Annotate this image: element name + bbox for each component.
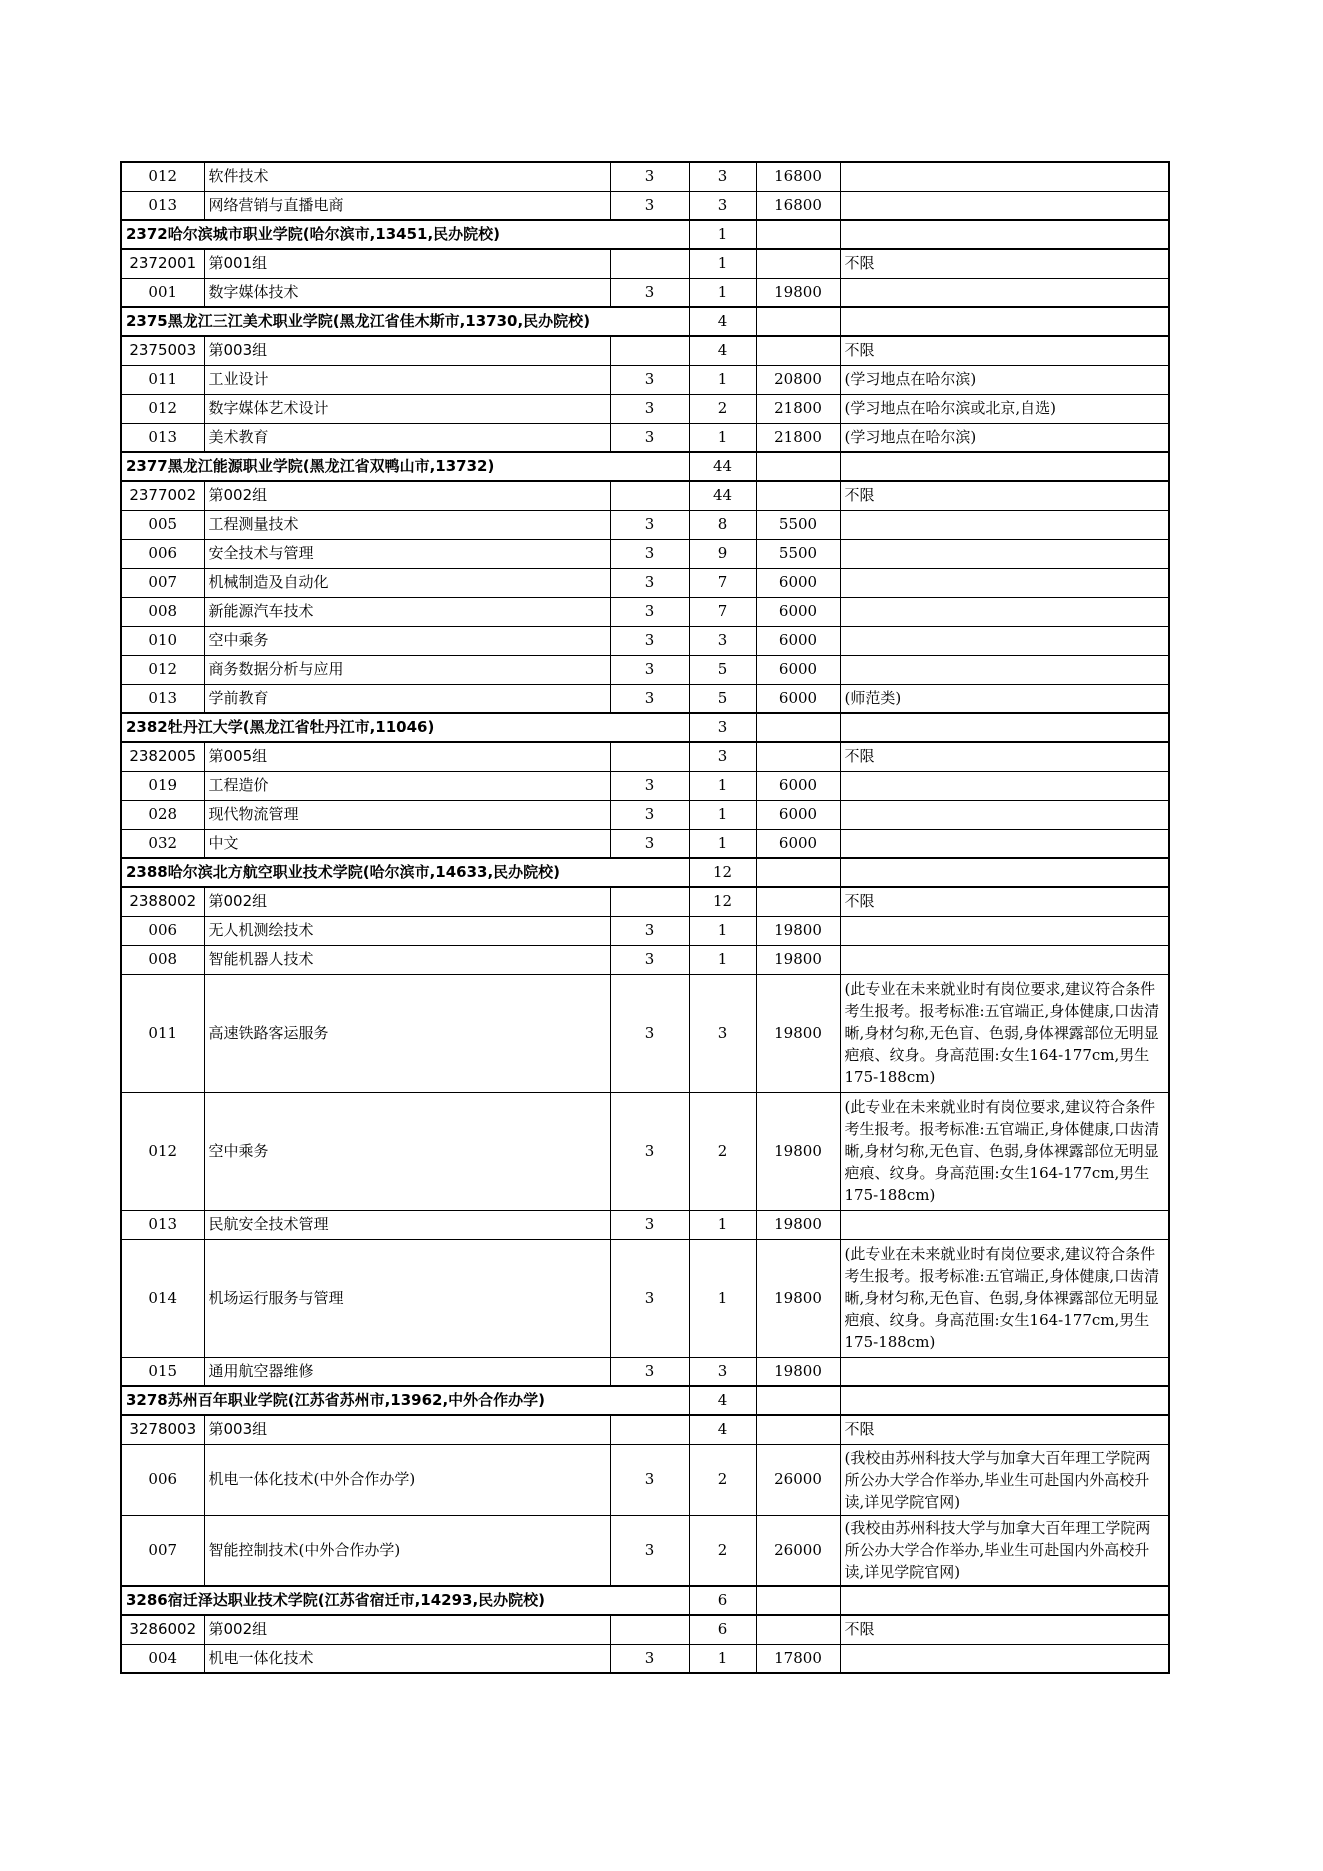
major-name: 机电一体化技术(中外合作办学): [204, 1444, 610, 1515]
major-code: 008: [121, 597, 204, 626]
school-fee: [756, 307, 840, 336]
school-name: 2388哈尔滨北方航空职业技术学院(哈尔滨市,14633,民办院校): [121, 858, 689, 887]
major-code: 012: [121, 394, 204, 423]
major-row: [121, 916, 1169, 945]
major-row: [121, 1515, 1169, 1586]
major-fee: 19800: [756, 1092, 840, 1210]
group-plan-count: 3: [689, 742, 756, 771]
major-fee: 19800: [756, 278, 840, 307]
major-row: [121, 1210, 1169, 1239]
major-plan-count: 7: [689, 568, 756, 597]
major-fee: 19800: [756, 1357, 840, 1386]
major-name: 高速铁路客运服务: [204, 974, 610, 1092]
major-years: 3: [610, 365, 689, 394]
major-fee: 21800: [756, 423, 840, 452]
school-note: [840, 452, 1169, 481]
school-note: [840, 858, 1169, 887]
group-code: 2375003: [121, 336, 204, 365]
major-note: [840, 1210, 1169, 1239]
major-row: [121, 945, 1169, 974]
major-name: 工程造价: [204, 771, 610, 800]
major-name: 安全技术与管理: [204, 539, 610, 568]
major-fee: 20800: [756, 365, 840, 394]
group-fee: [756, 481, 840, 510]
major-fee: 16800: [756, 162, 840, 191]
major-plan-count: 7: [689, 597, 756, 626]
group-plan-count: 6: [689, 1615, 756, 1644]
major-years: 3: [610, 510, 689, 539]
major-plan-count: 1: [689, 945, 756, 974]
group-plan-count: 1: [689, 249, 756, 278]
school-note: [840, 1386, 1169, 1415]
school-name: 2377黑龙江能源职业学院(黑龙江省双鸭山市,13732): [121, 452, 689, 481]
major-row: [121, 684, 1169, 713]
major-fee: 5500: [756, 510, 840, 539]
major-code: 006: [121, 1444, 204, 1515]
major-name: 民航安全技术管理: [204, 1210, 610, 1239]
group-code: 2372001: [121, 249, 204, 278]
major-row: [121, 278, 1169, 307]
group-row: [121, 336, 1169, 365]
group-row: [121, 742, 1169, 771]
major-row: [121, 423, 1169, 452]
major-name: 空中乘务: [204, 1092, 610, 1210]
major-years: 3: [610, 945, 689, 974]
group-years: [610, 336, 689, 365]
major-code: 001: [121, 278, 204, 307]
major-name: 网络营销与直播电商: [204, 191, 610, 220]
major-row: [121, 1644, 1169, 1673]
major-row: [121, 655, 1169, 684]
group-subject-requirement: 不限: [840, 1415, 1169, 1444]
school-fee: [756, 1586, 840, 1615]
school-row: [121, 1386, 1169, 1415]
major-plan-count: 9: [689, 539, 756, 568]
major-plan-count: 5: [689, 655, 756, 684]
major-name: 智能机器人技术: [204, 945, 610, 974]
group-name: 第003组: [204, 336, 610, 365]
major-note: [840, 191, 1169, 220]
major-fee: 6000: [756, 597, 840, 626]
major-code: 011: [121, 974, 204, 1092]
major-row: [121, 539, 1169, 568]
group-plan-count: 44: [689, 481, 756, 510]
major-code: 010: [121, 626, 204, 655]
group-fee: [756, 887, 840, 916]
major-code: 008: [121, 945, 204, 974]
major-name: 机场运行服务与管理: [204, 1239, 610, 1357]
major-fee: 19800: [756, 1239, 840, 1357]
major-note: [840, 510, 1169, 539]
major-name: 软件技术: [204, 162, 610, 191]
major-note: (我校由苏州科技大学与加拿大百年理工学院两所公办大学合作举办,毕业生可赴国内外高校升读,详见学院官网): [840, 1515, 1169, 1586]
major-row: [121, 568, 1169, 597]
major-fee: 21800: [756, 394, 840, 423]
group-subject-requirement: 不限: [840, 887, 1169, 916]
major-fee: 6000: [756, 626, 840, 655]
major-name: 工程测量技术: [204, 510, 610, 539]
group-years: [610, 1615, 689, 1644]
major-code: 013: [121, 684, 204, 713]
major-name: 工业设计: [204, 365, 610, 394]
major-row: [121, 1239, 1169, 1357]
major-note: [840, 278, 1169, 307]
group-subject-requirement: 不限: [840, 1615, 1169, 1644]
school-plan-count: 6: [689, 1586, 756, 1615]
school-fee: [756, 1386, 840, 1415]
major-row: [121, 1092, 1169, 1210]
major-code: 013: [121, 191, 204, 220]
major-code: 011: [121, 365, 204, 394]
major-plan-count: 1: [689, 1644, 756, 1673]
major-plan-count: 1: [689, 829, 756, 858]
major-note: (此专业在未来就业时有岗位要求,建议符合条件考生报考。报考标准:五官端正,身体健康,口齿清晰,身材匀称,无色盲、色弱,身体裸露部位无明显疤痕、纹身。身高范围:女生164-177cm,男生175-188cm): [840, 1092, 1169, 1210]
major-row: [121, 510, 1169, 539]
major-years: 3: [610, 1444, 689, 1515]
major-note: (学习地点在哈尔滨): [840, 423, 1169, 452]
table-body: [121, 162, 1169, 1673]
major-note: (我校由苏州科技大学与加拿大百年理工学院两所公办大学合作举办,毕业生可赴国内外高校升读,详见学院官网): [840, 1444, 1169, 1515]
group-row: [121, 249, 1169, 278]
major-code: 015: [121, 1357, 204, 1386]
major-row: [121, 771, 1169, 800]
major-years: 3: [610, 974, 689, 1092]
group-years: [610, 481, 689, 510]
school-name: 2372哈尔滨城市职业学院(哈尔滨市,13451,民办院校): [121, 220, 689, 249]
major-years: 3: [610, 423, 689, 452]
major-plan-count: 8: [689, 510, 756, 539]
major-note: [840, 829, 1169, 858]
major-fee: 19800: [756, 1210, 840, 1239]
major-note: [840, 626, 1169, 655]
major-row: [121, 597, 1169, 626]
major-years: 3: [610, 655, 689, 684]
major-fee: 6000: [756, 568, 840, 597]
major-fee: 6000: [756, 771, 840, 800]
major-fee: 17800: [756, 1644, 840, 1673]
major-code: 013: [121, 1210, 204, 1239]
group-subject-requirement: 不限: [840, 249, 1169, 278]
major-row: [121, 365, 1169, 394]
major-years: 3: [610, 394, 689, 423]
major-years: 3: [610, 191, 689, 220]
group-plan-count: 4: [689, 1415, 756, 1444]
school-plan-count: 1: [689, 220, 756, 249]
major-plan-count: 3: [689, 626, 756, 655]
major-years: 3: [610, 1210, 689, 1239]
major-name: 学前教育: [204, 684, 610, 713]
school-plan-count: 44: [689, 452, 756, 481]
major-name: 商务数据分析与应用: [204, 655, 610, 684]
school-name: 2382牡丹江大学(黑龙江省牡丹江市,11046): [121, 713, 689, 742]
major-note: [840, 655, 1169, 684]
major-note: [840, 1357, 1169, 1386]
school-fee: [756, 220, 840, 249]
major-plan-count: 2: [689, 1515, 756, 1586]
major-row: [121, 191, 1169, 220]
major-code: 006: [121, 539, 204, 568]
major-name: 新能源汽车技术: [204, 597, 610, 626]
major-code: 012: [121, 162, 204, 191]
group-fee: [756, 742, 840, 771]
school-row: [121, 452, 1169, 481]
school-fee: [756, 452, 840, 481]
major-plan-count: 1: [689, 1239, 756, 1357]
school-name: 3278苏州百年职业学院(江苏省苏州市,13962,中外合作办学): [121, 1386, 689, 1415]
major-note: [840, 945, 1169, 974]
school-row: [121, 220, 1169, 249]
group-years: [610, 887, 689, 916]
major-code: 012: [121, 1092, 204, 1210]
major-name: 无人机测绘技术: [204, 916, 610, 945]
major-plan-count: 3: [689, 162, 756, 191]
major-fee: 19800: [756, 974, 840, 1092]
major-name: 机电一体化技术: [204, 1644, 610, 1673]
major-code: 006: [121, 916, 204, 945]
major-plan-count: 3: [689, 191, 756, 220]
school-row: [121, 713, 1169, 742]
school-fee: [756, 858, 840, 887]
major-plan-count: 2: [689, 1092, 756, 1210]
major-code: 019: [121, 771, 204, 800]
school-row: [121, 858, 1169, 887]
major-plan-count: 1: [689, 916, 756, 945]
major-years: 3: [610, 539, 689, 568]
major-years: 3: [610, 1239, 689, 1357]
group-row: [121, 481, 1169, 510]
group-fee: [756, 1415, 840, 1444]
group-years: [610, 249, 689, 278]
major-name: 通用航空器维修: [204, 1357, 610, 1386]
group-plan-count: 4: [689, 336, 756, 365]
group-name: 第003组: [204, 1415, 610, 1444]
major-fee: 6000: [756, 829, 840, 858]
major-years: 3: [610, 278, 689, 307]
group-row: [121, 1615, 1169, 1644]
major-years: 3: [610, 771, 689, 800]
major-note: (此专业在未来就业时有岗位要求,建议符合条件考生报考。报考标准:五官端正,身体健康,口齿清晰,身材匀称,无色盲、色弱,身体裸露部位无明显疤痕、纹身。身高范围:女生164-177cm,男生175-188cm): [840, 974, 1169, 1092]
group-fee: [756, 336, 840, 365]
major-row: [121, 394, 1169, 423]
major-code: 012: [121, 655, 204, 684]
major-fee: 6000: [756, 684, 840, 713]
group-name: 第002组: [204, 1615, 610, 1644]
major-years: 3: [610, 626, 689, 655]
major-years: 3: [610, 829, 689, 858]
school-name: 2375黑龙江三江美术职业学院(黑龙江省佳木斯市,13730,民办院校): [121, 307, 689, 336]
major-code: 004: [121, 1644, 204, 1673]
group-subject-requirement: 不限: [840, 742, 1169, 771]
major-row: [121, 1444, 1169, 1515]
major-years: 3: [610, 1644, 689, 1673]
major-note: [840, 916, 1169, 945]
major-years: 3: [610, 1357, 689, 1386]
major-name: 空中乘务: [204, 626, 610, 655]
school-note: [840, 307, 1169, 336]
major-note: [840, 800, 1169, 829]
major-years: 3: [610, 684, 689, 713]
major-plan-count: 1: [689, 365, 756, 394]
major-note: [840, 539, 1169, 568]
major-fee: 6000: [756, 800, 840, 829]
major-note: (学习地点在哈尔滨或北京,自选): [840, 394, 1169, 423]
major-plan-count: 3: [689, 974, 756, 1092]
major-years: 3: [610, 800, 689, 829]
major-name: 数字媒体艺术设计: [204, 394, 610, 423]
school-row: [121, 1586, 1169, 1615]
major-fee: 26000: [756, 1515, 840, 1586]
major-note: (学习地点在哈尔滨): [840, 365, 1169, 394]
school-plan-count: 4: [689, 1386, 756, 1415]
major-name: 现代物流管理: [204, 800, 610, 829]
school-row: [121, 307, 1169, 336]
group-subject-requirement: 不限: [840, 336, 1169, 365]
major-plan-count: 1: [689, 278, 756, 307]
group-code: 2382005: [121, 742, 204, 771]
major-row: [121, 626, 1169, 655]
school-note: [840, 1586, 1169, 1615]
major-fee: 6000: [756, 655, 840, 684]
major-years: 3: [610, 1515, 689, 1586]
school-fee: [756, 713, 840, 742]
group-name: 第002组: [204, 481, 610, 510]
group-code: 3278003: [121, 1415, 204, 1444]
major-note: [840, 162, 1169, 191]
major-note: (师范类): [840, 684, 1169, 713]
major-plan-count: 1: [689, 1210, 756, 1239]
major-fee: 5500: [756, 539, 840, 568]
major-fee: 26000: [756, 1444, 840, 1515]
admission-plan-table: [120, 161, 1170, 1674]
major-plan-count: 3: [689, 1357, 756, 1386]
group-fee: [756, 1615, 840, 1644]
major-plan-count: 2: [689, 1444, 756, 1515]
school-name: 3286宿迁泽达职业技术学院(江苏省宿迁市,14293,民办院校): [121, 1586, 689, 1615]
major-code: 032: [121, 829, 204, 858]
major-fee: 16800: [756, 191, 840, 220]
group-name: 第002组: [204, 887, 610, 916]
major-row: [121, 1357, 1169, 1386]
major-plan-count: 1: [689, 423, 756, 452]
major-years: 3: [610, 916, 689, 945]
group-subject-requirement: 不限: [840, 481, 1169, 510]
group-code: 2388002: [121, 887, 204, 916]
group-name: 第001组: [204, 249, 610, 278]
major-code: 007: [121, 568, 204, 597]
major-note: [840, 771, 1169, 800]
major-code: 014: [121, 1239, 204, 1357]
major-years: 3: [610, 568, 689, 597]
group-code: 2377002: [121, 481, 204, 510]
major-code: 013: [121, 423, 204, 452]
major-row: [121, 829, 1169, 858]
major-plan-count: 5: [689, 684, 756, 713]
major-row: [121, 974, 1169, 1092]
major-name: 机械制造及自动化: [204, 568, 610, 597]
school-note: [840, 713, 1169, 742]
school-note: [840, 220, 1169, 249]
major-plan-count: 2: [689, 394, 756, 423]
major-row: [121, 800, 1169, 829]
school-plan-count: 4: [689, 307, 756, 336]
school-plan-count: 12: [689, 858, 756, 887]
major-note: [840, 597, 1169, 626]
major-note: [840, 1644, 1169, 1673]
major-name: 美术教育: [204, 423, 610, 452]
group-code: 3286002: [121, 1615, 204, 1644]
group-row: [121, 887, 1169, 916]
major-fee: 19800: [756, 916, 840, 945]
group-row: [121, 1415, 1169, 1444]
major-row: [121, 162, 1169, 191]
major-note: [840, 568, 1169, 597]
major-name: 数字媒体技术: [204, 278, 610, 307]
major-plan-count: 1: [689, 771, 756, 800]
major-name: 智能控制技术(中外合作办学): [204, 1515, 610, 1586]
group-years: [610, 1415, 689, 1444]
major-name: 中文: [204, 829, 610, 858]
major-code: 005: [121, 510, 204, 539]
major-years: 3: [610, 1092, 689, 1210]
major-fee: 19800: [756, 945, 840, 974]
major-code: 007: [121, 1515, 204, 1586]
major-code: 028: [121, 800, 204, 829]
group-name: 第005组: [204, 742, 610, 771]
major-note: (此专业在未来就业时有岗位要求,建议符合条件考生报考。报考标准:五官端正,身体健康,口齿清晰,身材匀称,无色盲、色弱,身体裸露部位无明显疤痕、纹身。身高范围:女生164-177cm,男生175-188cm): [840, 1239, 1169, 1357]
major-years: 3: [610, 162, 689, 191]
major-plan-count: 1: [689, 800, 756, 829]
group-fee: [756, 249, 840, 278]
school-plan-count: 3: [689, 713, 756, 742]
major-years: 3: [610, 597, 689, 626]
group-plan-count: 12: [689, 887, 756, 916]
group-years: [610, 742, 689, 771]
